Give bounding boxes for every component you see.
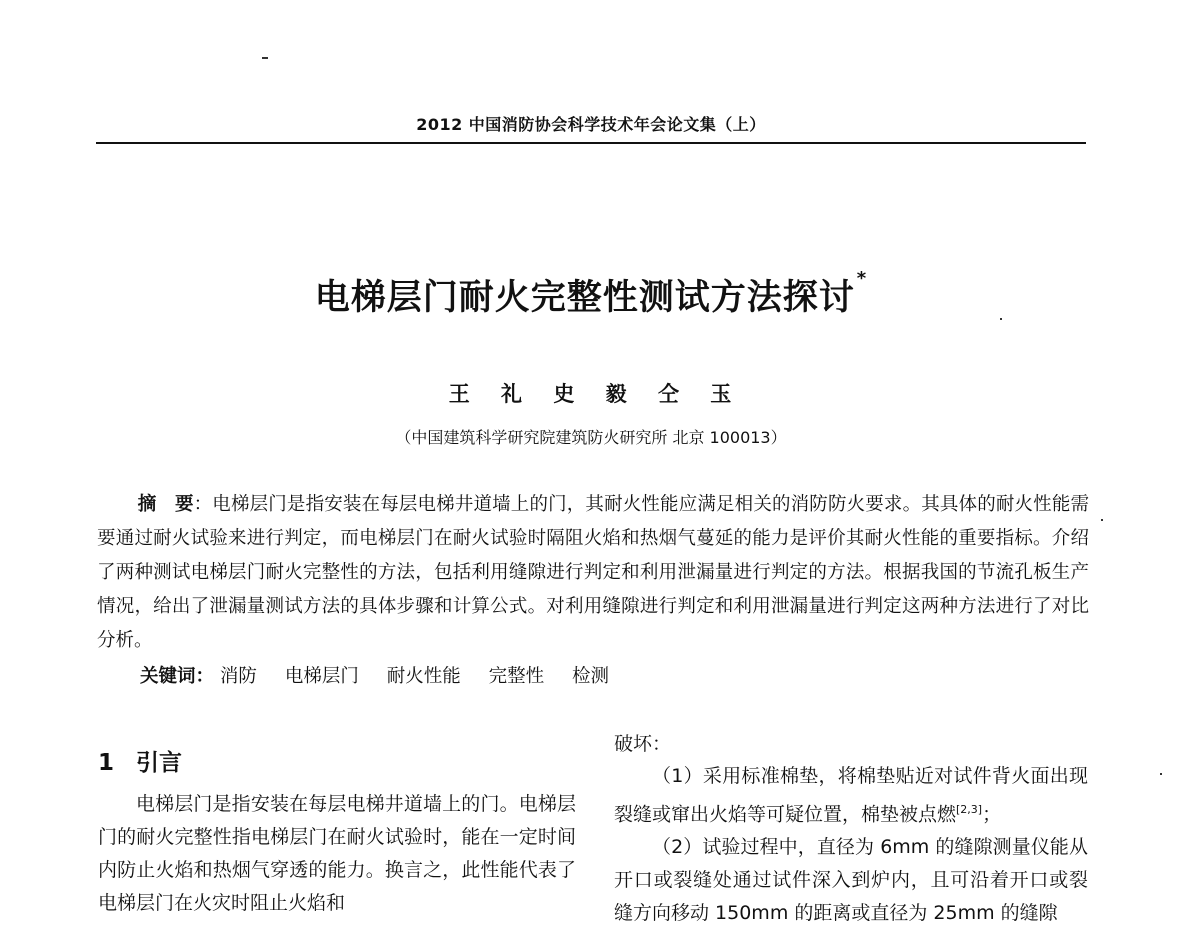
keyword: 电梯层门 (284, 666, 359, 687)
abstract-label: 摘 要 (137, 494, 194, 515)
affiliation: （中国建筑科学研究院建筑防火研究所 北京 100013） (395, 428, 787, 447)
section-number: 1 (98, 750, 115, 776)
scan-speck (1101, 519, 1103, 521)
title-text: 电梯层门耐火完整性测试方法探讨 (314, 278, 855, 318)
criteria-item-2: （2）试验过程中，直径为 6mm 的缝隙测量仪能从开口或裂缝处通过试件深入到炉内，且可沿着开口或裂缝方向移动 150mm 的距离或直径为 25mm 的缝隙 (614, 836, 1088, 925)
keywords (140, 660, 1080, 694)
keyword: 检测 (572, 666, 610, 687)
scan-speck (1160, 773, 1162, 775)
keyword: 消防 (219, 666, 257, 687)
criteria-list (614, 760, 1088, 930)
keywords-label: 关键词 (140, 666, 196, 687)
running-head: 2012 中国消防协会科学技术年会论文集（上） (416, 115, 766, 134)
abstract-text: ：电梯层门是指安装在每层电梯井道墙上的门，其耐火性能应满足相关的消防防火要求。其具体的耐火性能需要通过耐火试验来进行判定，而电梯层门在耐火试验时隔阻火焰和热烟气蔓延的能力是评价其耐火性能的重要指标。介绍了两种测试电梯层门耐火完整性的方法，包括利用缝隙进行判定和利用泄漏量进行判定的方法。根据我国的节流孔板生产情况，给出了泄漏量测试方法的具体步骤和计算公式。对利用缝隙进行判定和利用泄漏量进行判定这两种方法进行了对比分析。 (97, 494, 1089, 651)
scan-speck (262, 57, 268, 59)
criteria-item-1 (614, 760, 1088, 831)
keywords-separator: ： (195, 666, 215, 687)
header-rule (96, 142, 1086, 144)
keyword: 耐火性能 (386, 666, 461, 687)
criteria-item-1-text: （1）采用标准棉垫，将棉垫贴近对试件背火面出现裂缝或窜出火焰等可疑位置，棉垫被点燃 (614, 765, 1088, 826)
paper-title (96, 270, 1086, 320)
citation-ref: [2,3] (956, 803, 983, 816)
intro-paragraph: 电梯层门是指安装在每层电梯井道墙上的门。电梯层门的耐火完整性指电梯层门在耐火试验时，能在一定时间内防止火焰和热烟气穿透的能力。换言之，此性能代表了电梯层门在火灾时阻止火焰和 (98, 793, 576, 914)
continuation-text: 破坏： (614, 733, 672, 755)
title-footnote-mark: * (856, 268, 868, 289)
criteria-item-1-end: ； (982, 803, 1002, 826)
abstract (97, 488, 1089, 658)
keyword: 完整性 (488, 666, 545, 687)
author-list: 王 礼 史 毅 仝 玉 (448, 381, 734, 406)
section-title: 引言 (136, 750, 183, 776)
section-heading (98, 744, 182, 777)
